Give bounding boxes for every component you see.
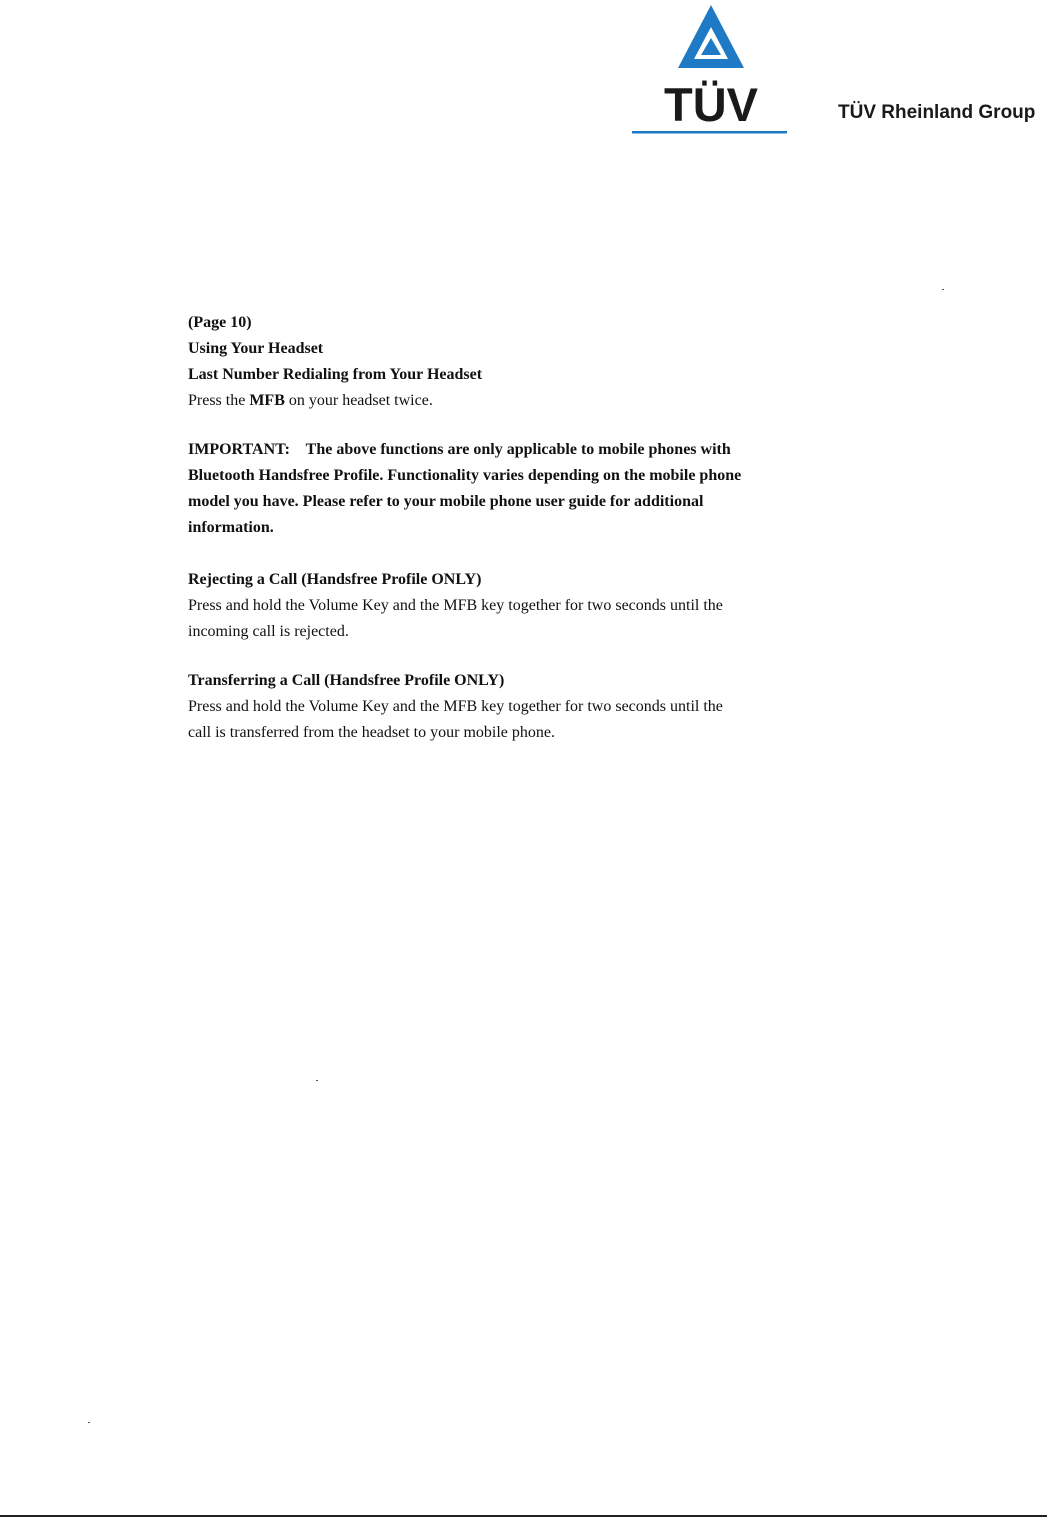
reject-line-1: Press and hold the Volume Key and the MFB key together for two seconds until the	[188, 597, 723, 614]
important-line-3: model you have. Please refer to your mobile phone user guide for additional	[188, 493, 704, 510]
tuv-logo-text: TÜV	[664, 78, 758, 131]
mfb-key-label: MFB	[249, 392, 285, 409]
transfer-heading: Transferring a Call (Handsfree Profile ONLY)	[188, 672, 505, 689]
important-line-4: information.	[188, 519, 274, 536]
scan-speck	[88, 1422, 90, 1423]
tuv-logo	[632, 0, 787, 136]
redial-instruction	[188, 388, 828, 414]
document-body	[188, 310, 828, 746]
spacer	[188, 645, 828, 668]
spacer	[188, 414, 828, 437]
scan-speck	[942, 289, 944, 290]
redial-text-pre: Press the	[188, 392, 250, 409]
transfer-line-1: Press and hold the Volume Key and the MFB key together for two seconds until the	[188, 698, 723, 715]
group-name: TÜV Rheinland Group	[838, 102, 1036, 123]
tuv-logo-mark	[632, 0, 787, 136]
reject-line-2: incoming call is rejected.	[188, 623, 349, 640]
page-reference: (Page 10)	[188, 314, 252, 331]
important-line-1: IMPORTANT: The above functions are only applicable to mobile phones with	[188, 441, 731, 458]
important-line-2: Bluetooth Handsfree Profile. Functionality varies depending on the mobile phone	[188, 467, 742, 484]
footer-rule	[0, 1515, 1047, 1517]
section-title: Using Your Headset	[188, 340, 324, 357]
scan-speck	[316, 1080, 318, 1081]
transfer-line-2: call is transferred from the headset to your mobile phone.	[188, 724, 555, 741]
redial-heading: Last Number Redialing from Your Headset	[188, 366, 483, 383]
spacer	[188, 541, 828, 567]
redial-text-post: on your headset twice.	[284, 392, 433, 409]
reject-heading: Rejecting a Call (Handsfree Profile ONLY)	[188, 571, 482, 588]
